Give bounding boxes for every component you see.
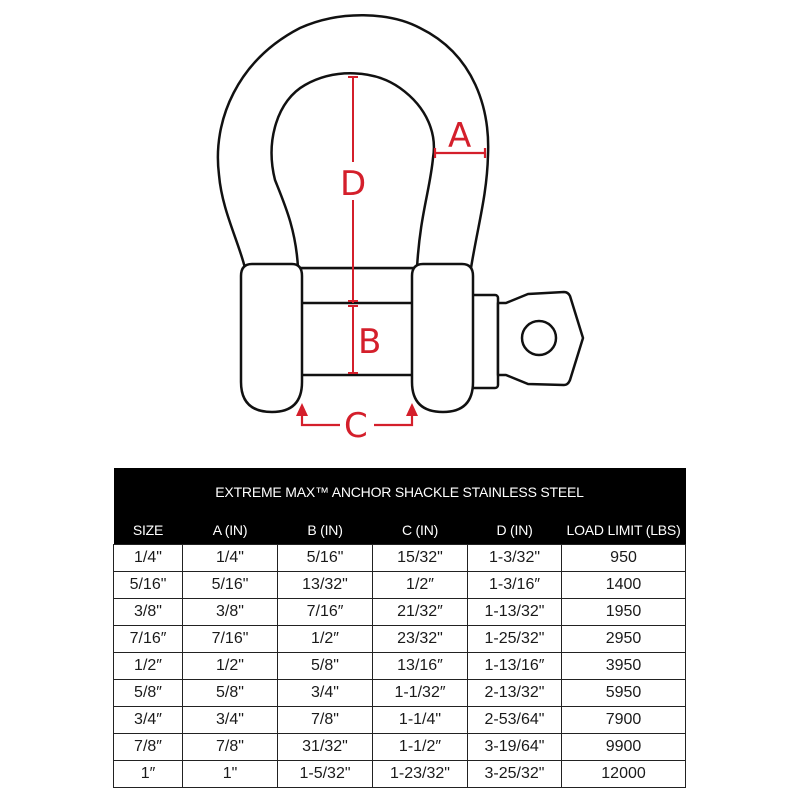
cell-d: 3-19/64" (468, 734, 562, 761)
cell-load-limit: 5950 (562, 680, 686, 707)
cell-load-limit: 7900 (562, 707, 686, 734)
cell-b: 1-5/32" (278, 761, 373, 788)
cell-b: 7/16″ (278, 599, 373, 626)
cell-c: 1-1/4" (373, 707, 468, 734)
cell-size: 3/4″ (114, 707, 183, 734)
cell-a: 3/8" (183, 599, 278, 626)
cell-size: 1/2″ (114, 653, 183, 680)
cell-a: 7/16" (183, 626, 278, 653)
table-row (114, 707, 686, 734)
cell-b: 13/32" (278, 572, 373, 599)
cell-b: 5/8" (278, 653, 373, 680)
table-title: EXTREME MAX™ ANCHOR SHACKLE STAINLESS STEEL (114, 468, 686, 515)
cell-load-limit: 12000 (562, 761, 686, 788)
table-row (114, 680, 686, 707)
table-row (114, 599, 686, 626)
table-row (114, 761, 686, 788)
cell-c: 1-1/2″ (373, 734, 468, 761)
cell-load-limit: 9900 (562, 734, 686, 761)
table-header (114, 468, 686, 545)
cell-load-limit: 3950 (562, 653, 686, 680)
cell-size: 1″ (114, 761, 183, 788)
shackle-left-ear (241, 264, 302, 412)
cell-size: 7/16″ (114, 626, 183, 653)
cell-d: 1-3/32" (468, 545, 562, 572)
cell-d: 1-3/16″ (468, 572, 562, 599)
cell-size: 5/16" (114, 572, 183, 599)
column-header-load-limit: LOAD LIMIT (LBS) (562, 515, 686, 545)
cell-c: 23/32" (373, 626, 468, 653)
column-header-a: A (IN) (183, 515, 278, 545)
table-row (114, 653, 686, 680)
cell-a: 5/16" (183, 572, 278, 599)
dimension-c-label: C (344, 406, 368, 446)
table-row (114, 572, 686, 599)
cell-c: 13/16″ (373, 653, 468, 680)
cell-a: 7/8" (183, 734, 278, 761)
dimension-d-label: D (340, 164, 367, 204)
cell-c: 1/2″ (373, 572, 468, 599)
cell-d: 1-13/16″ (468, 653, 562, 680)
cell-load-limit: 1400 (562, 572, 686, 599)
cell-b: 7/8" (278, 707, 373, 734)
cell-d: 2-53/64" (468, 707, 562, 734)
column-header-b: B (IN) (278, 515, 373, 545)
cell-a: 1/4" (183, 545, 278, 572)
cell-load-limit: 1950 (562, 599, 686, 626)
column-header-d: D (IN) (468, 515, 562, 545)
column-header-row (114, 515, 686, 545)
cell-c: 21/32″ (373, 599, 468, 626)
cell-a: 5/8" (183, 680, 278, 707)
cell-size: 1/4" (114, 545, 183, 572)
column-header-size: SIZE (114, 515, 183, 545)
cell-b: 5/16" (278, 545, 373, 572)
cell-d: 1-13/32" (468, 599, 562, 626)
cell-c: 1-23/32" (373, 761, 468, 788)
dimension-a-label: A (448, 116, 472, 156)
cell-size: 5/8″ (114, 680, 183, 707)
cell-b: 3/4" (278, 680, 373, 707)
cell-a: 1/2" (183, 653, 278, 680)
dimension-c-right-arrow-icon (406, 403, 418, 416)
cell-size: 7/8″ (114, 734, 183, 761)
shackle-right-ear (412, 264, 473, 412)
cell-d: 3-25/32" (468, 761, 562, 788)
dimension-b-label: B (358, 322, 382, 362)
table-row (114, 734, 686, 761)
cell-load-limit: 950 (562, 545, 686, 572)
cell-b: 1/2″ (278, 626, 373, 653)
column-header-c: C (IN) (373, 515, 468, 545)
cell-a: 1" (183, 761, 278, 788)
cell-load-limit: 2950 (562, 626, 686, 653)
table-row (114, 545, 686, 572)
table-body (114, 545, 686, 788)
specification-table (113, 468, 686, 788)
dimension-c-left-arrow-icon (296, 403, 308, 416)
cell-c: 15/32" (373, 545, 468, 572)
table-row (114, 626, 686, 653)
cell-d: 2-13/32" (468, 680, 562, 707)
cell-c: 1-1/32″ (373, 680, 468, 707)
cell-size: 3/8" (114, 599, 183, 626)
cell-a: 3/4" (183, 707, 278, 734)
cell-b: 31/32" (278, 734, 373, 761)
shackle-pin-eye-hole (522, 321, 556, 355)
cell-d: 1-25/32" (468, 626, 562, 653)
